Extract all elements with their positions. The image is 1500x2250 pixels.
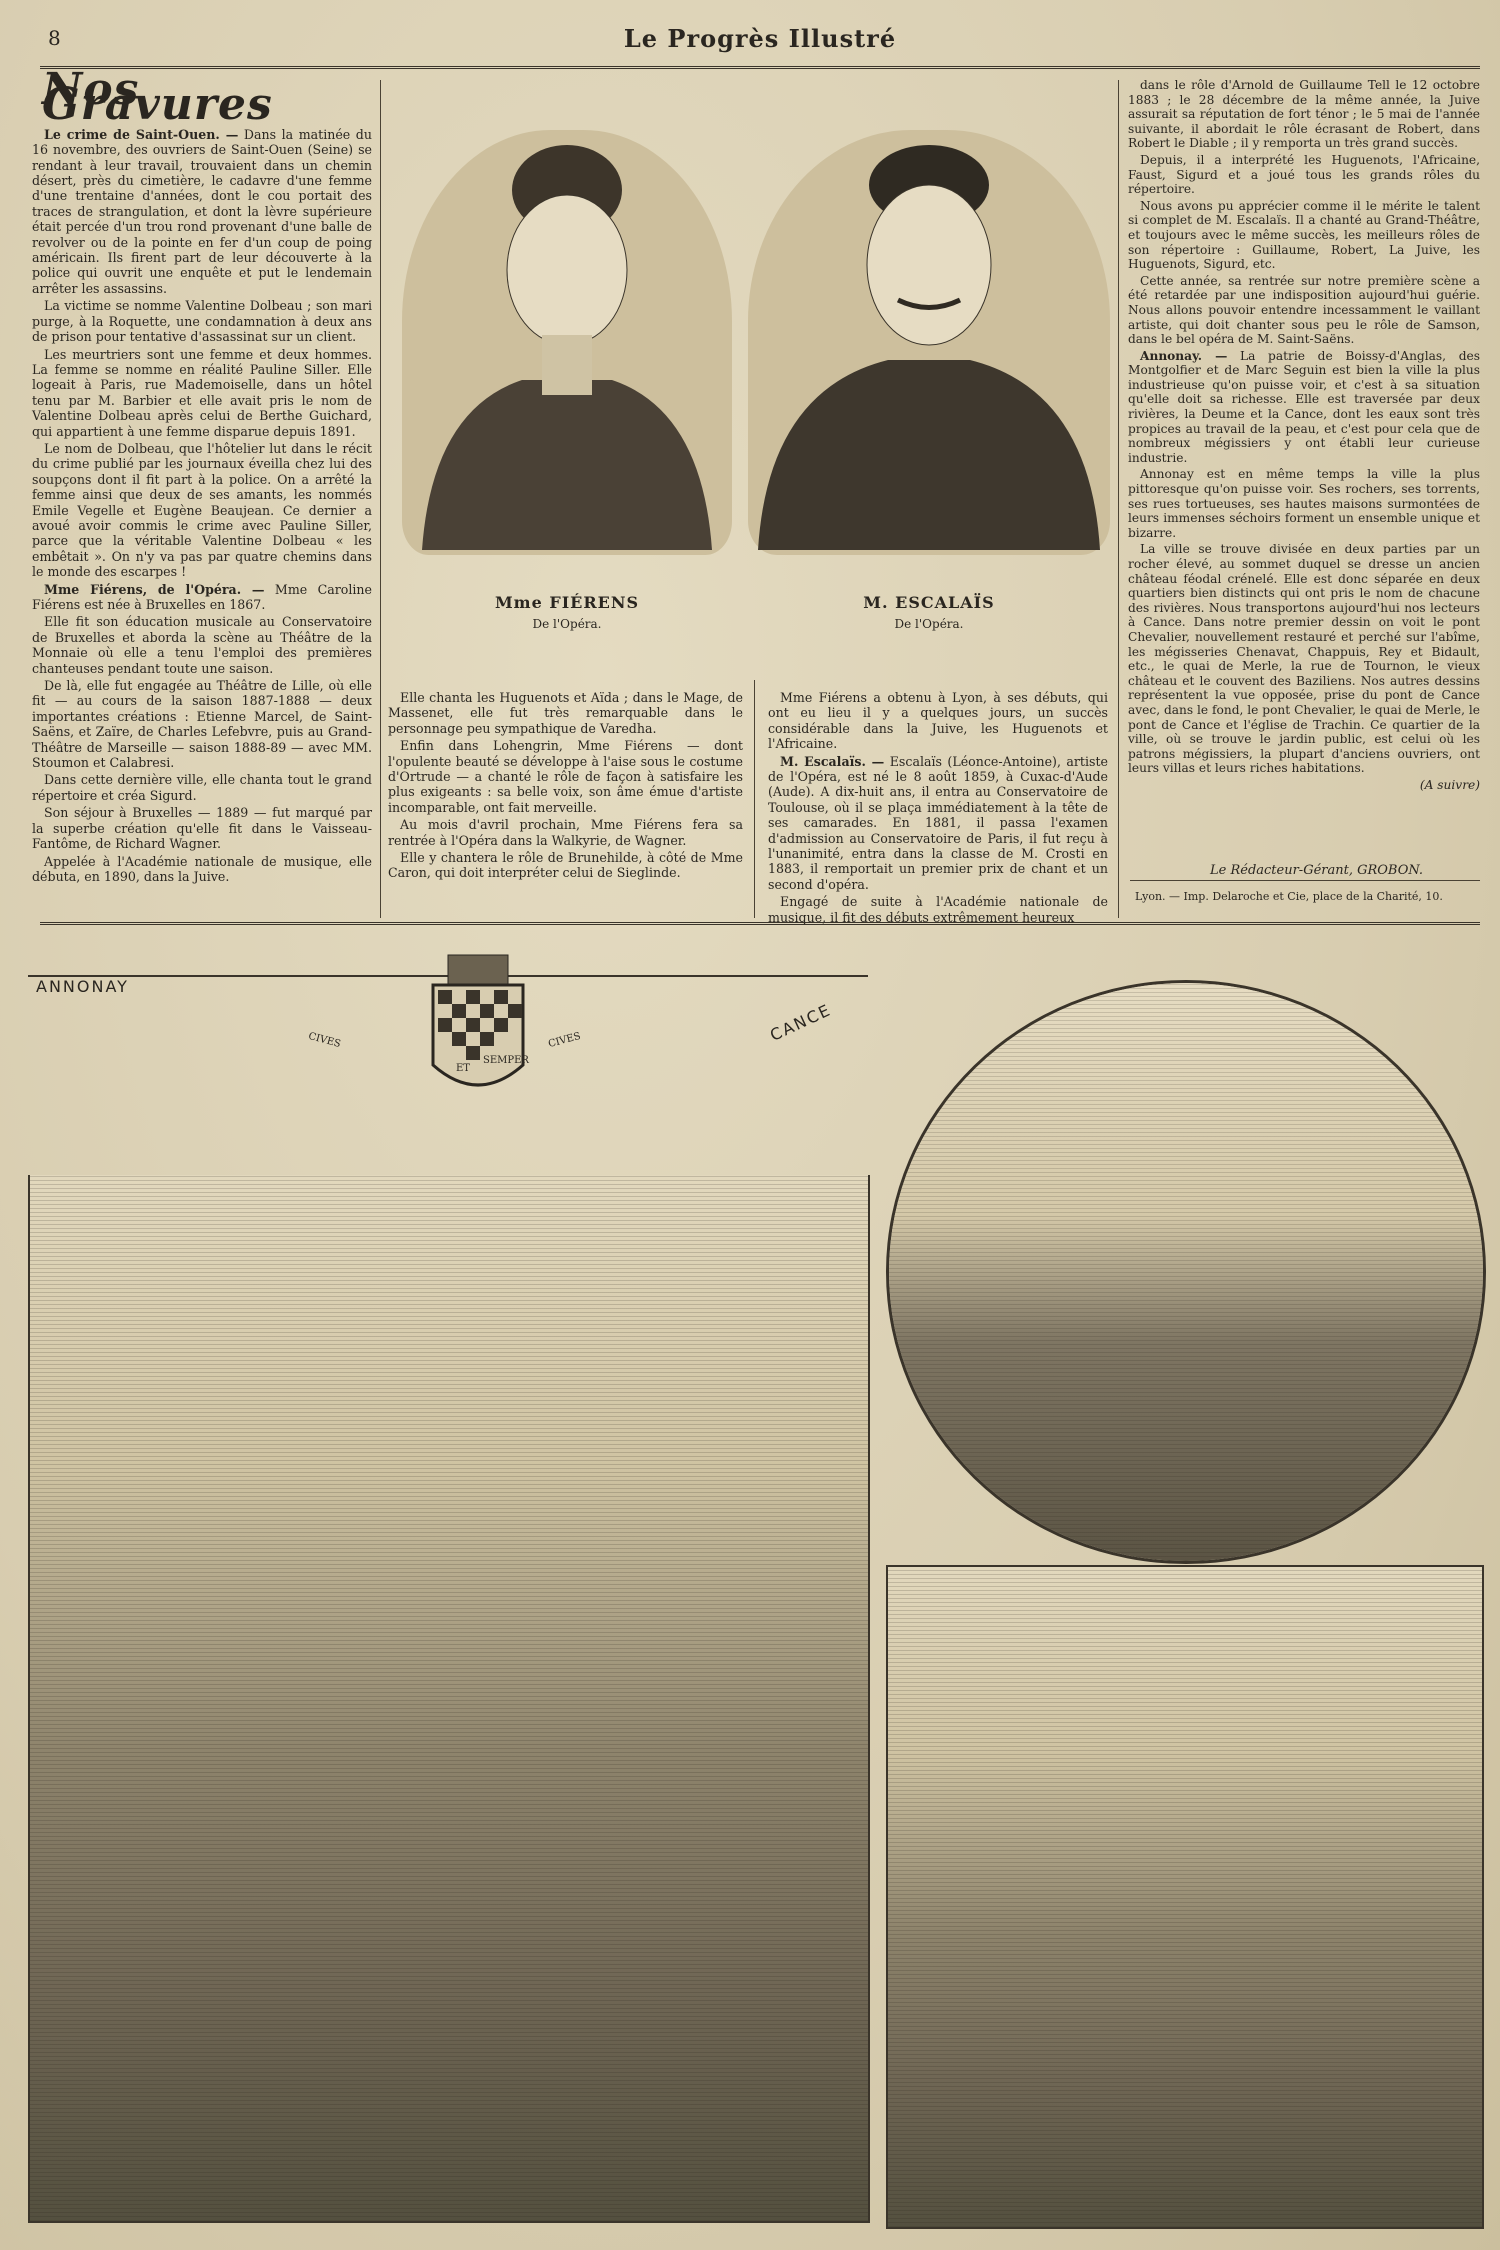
paragraph: Dans la matinée du 16 novembre, des ouvriers de Saint-Ouen (Seine) se rendant à leur travail, trouvaient dans un chemin désert, près du cimetière, le cadavre d'une femme d'une trentaine d'années, dont le cou portait des traces de strangulation, et dont la lèvre supérieure était percée d'un trou rond provenant d'une balle de revolver ou de la pointe en fer d'un coup de poing américain. Ils firent part de leur découverte à la police qui ouvrit une enquête et put le lendemain arrêter les assassins. <box>32 126 372 296</box>
engraving-cance-bridge <box>886 980 1486 1564</box>
paragraph: Depuis, il a interprété les Huguenots, l'Africaine, Faust, Sigurd et a joué tous les grands rôles du répertoire. <box>1128 152 1480 197</box>
paragraph: Nous avons pu apprécier comme il le mérite le talent si complet de M. Escalaïs. Il a chanté au Grand-Théâtre, et toujours avec le même succès, les meilleurs rôles de son répertoire : Guillaume, Robert, La Juive, les Huguenots, Sigurd, etc. <box>1128 198 1480 272</box>
article-heading-annonay: Annonay. — <box>1140 348 1228 363</box>
page-header <box>40 20 1480 64</box>
paragraph: De là, elle fut engagée au Théâtre de Lille, où elle fit — au cours de la saison 1887-1888 — deux importantes créations : Etienne Marcel, de Saint-Saëns, et Zaïre, de Charles Lefebvre, puis au Grand-Théâtre de Marseille — saison 1888-89 — avec MM. Stoumon et Calabresi. <box>32 678 372 771</box>
article-heading-crime: Le crime de Saint-Ouen. — <box>44 126 239 142</box>
paragraph: Au mois d'avril prochain, Mme Fiérens fera sa rentrée à l'Opéra dans la Walkyrie, de Wagner. <box>388 817 743 848</box>
paragraph: La victime se nomme Valentine Dolbeau ; son mari purge, à la Roquette, une condamnation à deux ans de prison pour tentative d'assassinat sur un client. <box>32 298 372 345</box>
portrait-fierens <box>402 130 732 555</box>
column-3 <box>768 690 1108 927</box>
paragraph: Appelée à l'Académie nationale de musique, elle débuta, en 1890, dans la Juive. <box>32 853 372 884</box>
motto-2: ET <box>456 1063 470 1074</box>
motto-4: CIVES <box>547 1030 582 1051</box>
column-4 <box>1128 78 1480 795</box>
column-rule <box>380 80 381 918</box>
paragraph: La ville se trouve divisée en deux parties par un rocher élevé, au sommet duquel se dresse un ancien château féodal crénelé. Elle est donc séparée en deux quartiers bien distincts qui ont pris le nom de chacune des rivières. Nous transportons aujourd'hui nos lecteurs à Cance. Dans notre premier dessin on voit le pont Chevalier, nouvellement restauré et perché sur l'abîme, les mégisseries Chenavat, Chappuis, Rey et Bidault, etc., le quai de Merle, la rue de Tournon, le vieux château et le couvent des Baziliens. Nos autres dessins représentent la vue opposée, prise du pont de Cance avec, dans le fond, le pont Chevalier, le quai de Merle, le pont de Cance et l'église de Trachin. Ce quartier de la ville, où se trouve le jardin public, est celui où les patrons mégissiers, la plupart d'anciens ouvriers, ont leurs villas et leurs riches habitations. <box>1128 542 1480 776</box>
paragraph: Le nom de Dolbeau, que l'hôtelier lut dans le récit du crime publié par les journaux éveilla chez lui des soupçons dont il fit part à la police. On a arrêté la femme ainsi que deux de ses amants, les nommés Emile Vegelle et Eugène Beaujean. Ce dernier a avoué avoir commis le crime avec Pauline Siller, parce que la véritable Valentine Dolbeau « les embêtait ». On n'y va pas par quatre chemins dans le monde des escarpes ! <box>32 440 372 580</box>
paragraph: Les meurtriers sont une femme et deux hommes. La femme se nomme en réalité Pauline Siller. Elle logeait à Paris, rue Mademoiselle, dans un hôtel tenu par M. Barbier et elle avait pris le nom de Valentine Dolbeau après celui de Berthe Guichard, qui appartient à une femme disparue depuis 1891. <box>32 346 372 439</box>
paragraph: Mme Caroline Fiérens est née à Bruxelles en 1867. <box>32 581 372 612</box>
article-heading-escalais: M. Escalaïs. — <box>780 753 885 769</box>
caption-fierens-name: Mme FIÉRENS <box>494 593 640 612</box>
paragraph: Elle chanta les Huguenots et Aïda ; dans le Mage, de Massenet, elle fut très remarquable dans le personnage peu sympathique de Varedha. <box>388 690 743 736</box>
page-number: 8 <box>48 26 61 50</box>
portrait-engraving <box>748 130 1110 555</box>
paragraph: Mme Fiérens a obtenu à Lyon, à ses débuts, qui ont eu lieu il y a quelques jours, un succès considérable dans la Juive, les Huguenots et l'Africaine. <box>768 690 1108 752</box>
column-2 <box>388 690 743 883</box>
caption-escalais-sub: De l'Opéra. <box>894 617 964 631</box>
column-rule <box>1118 80 1119 918</box>
paragraph: La patrie de Boissy-d'Anglas, des Montgolfier et de Marc Seguin est bien la ville la plus industrieuse qu'on puisse voir, et c'est à sa situation qu'elle doit sa richesse. Elle est traversée par deux rivières, la Deume et la Cance, dont les eaux sont très propices au travail de la peau, et c'est pour cela que de nombreux mégissiers y ont établi leur curieuse industrie. <box>1128 348 1480 465</box>
portrait-engraving <box>402 130 732 555</box>
motto-1: CIVES <box>307 1030 342 1051</box>
portrait-escalais <box>748 130 1110 555</box>
masthead: Le Progrès Illustré <box>623 24 897 53</box>
ribbon-left: ANNONAY <box>36 977 129 996</box>
section-rule <box>40 922 1480 925</box>
caption-fierens-sub: De l'Opéra. <box>532 617 602 631</box>
engraving-image <box>888 1567 1482 2227</box>
engraving-annonay-view <box>28 975 870 2225</box>
column-1 <box>32 64 372 886</box>
section-title: Nos Gravures <box>42 64 273 131</box>
town-view-engraving <box>28 1175 870 2223</box>
engraving-image <box>889 983 1483 1561</box>
paragraph: Engagé de suite à l'Académie nationale de musique, il fit des débuts extrêmement heureux <box>768 894 1108 925</box>
article-heading-fierens: Mme Fiérens, de l'Opéra. — <box>44 581 265 597</box>
column-rule <box>754 680 755 918</box>
paragraph: Escalaïs (Léonce-Antoine), artiste de l'Opéra, est né le 8 août 1859, à Cuxac-d'Aude (Aude). A dix-huit ans, il entra au Conservatoire de Toulouse, où il se plaça immédiatement à la tête de ses camarades. En 1881, il passa l'examen d'admission au Conservatoire de Paris, il fut reçu à l'unanimité, entra dans la classe de M. Crosti en 1883, il remportait un premier prix de chant et un second d'opéra. <box>768 753 1108 892</box>
ribbon-right: CANCE <box>767 1000 835 1045</box>
paragraph: Cette année, sa rentrée sur notre première scène a été retardée par une indisposition aujourd'hui guérie. Nous allons pouvoir entendre incessamment le vaillant artiste, qui doit chanter sous peu le rôle de Samson, dans le bel opéra de M. Saint-Saëns. <box>1128 273 1480 347</box>
paragraph: Annonay est en même temps la ville la plus pittoresque qu'on puisse voir. Ses rochers, ses torrents, ses rues tortueuses, ses hautes maisons surmontées de leurs immenses séchoirs forment un ensemble unique et bizarre. <box>1128 467 1480 540</box>
header-rule <box>40 66 1480 69</box>
caption-escalais-name: M. ESCALAÏS <box>863 593 995 612</box>
a-suivre: (A suivre) <box>1419 777 1480 792</box>
paragraph: Son séjour à Bruxelles — 1889 — fut marqué par la superbe création qu'elle fit dans le Vaisseau-Fantôme, de Richard Wagner. <box>32 805 372 852</box>
signature-rule <box>1130 880 1480 881</box>
engraving-image <box>30 1175 868 2221</box>
paragraph: Elle y chantera le rôle de Brunehilde, à côté de Mme Caron, qui doit interpréter celui de Sieglinde. <box>388 850 743 881</box>
engraving-river-view <box>886 1565 1484 2229</box>
paragraph: Dans cette dernière ville, elle chanta tout le grand répertoire et créa Sigurd. <box>32 772 372 803</box>
motto-3: SEMPER <box>483 1055 529 1066</box>
paragraph: Enfin dans Lohengrin, Mme Fiérens — dont l'opulente beauté se développe à l'aise sous le costume d'Ortrude — a chanté le rôle de façon à satisfaire les plus exigeants : sa belle voix, son âme émue d'artiste incomparable, ont fait merveille. <box>388 738 743 815</box>
signature: Le Rédacteur-Gérant, GROBON. <box>1210 863 1424 878</box>
imprint: Lyon. — Imp. Delaroche et Cie, place de la Charité, 10. <box>1135 890 1443 903</box>
paragraph: dans le rôle d'Arnold de Guillaume Tell le 12 octobre 1883 ; le 28 décembre de la même année, la Juive assurait sa réputation de fort ténor ; le 5 mai de l'année suivante, il abordait le rôle écrasant de Robert, dans Robert le Diable ; il y remporta un très grand succès. <box>1128 78 1480 151</box>
paragraph: Elle fit son éducation musicale au Conservatoire de Bruxelles et aborda la scène au Théâtre de la Monnaie où elle a tenu l'emploi des premières chanteuses pendant toute une saison. <box>32 614 372 676</box>
